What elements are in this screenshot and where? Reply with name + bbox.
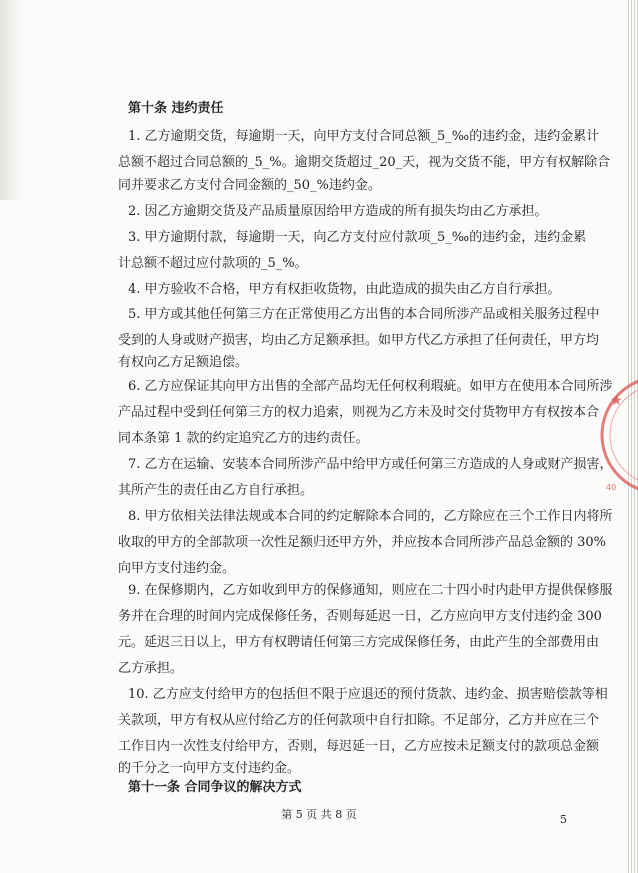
clause-line: 受到的人身或财产损害，均由乙方足额承担。如甲方代乙方承担了任何责任，甲方均	[118, 333, 600, 348]
page-footer: 第 5 页 共 8 页	[281, 808, 357, 821]
article-10-heading: 第十条 违约责任	[128, 101, 224, 116]
clause-line: 1. 乙方逾期交货，每逾期一天，向甲方支付合同总额_5_‰的违约金，违约金累计	[128, 129, 600, 144]
clause-line: 2. 因乙方逾期交货及产品质量原因给甲方造成的所有损失均由乙方承担。	[128, 204, 548, 219]
clause-line: 3. 甲方逾期付款，每逾期一天，向乙方支付应付款项_5_‰的违约金，违约金累	[128, 230, 587, 245]
clause-line: 9. 在保修期内，乙方如收到甲方的保修通知，则应在二十四小时内赴甲方提供保修服	[128, 583, 613, 598]
svg-text:40: 40	[606, 483, 617, 492]
clause-line: 计总额不超过应付款项的_5_%。	[118, 256, 308, 271]
clause-line: 关款项，甲方有权从应付给乙方的任何款项中自行扣除。不足部分，乙方并应在三个	[118, 713, 600, 728]
clause-line: 工作日内一次性支付给甲方，否则，每迟延一日，乙方应按未足额支付的款项总金额	[118, 739, 600, 754]
clause-line: 4. 甲方验收不合格，甲方有权拒收货物，由此造成的损失由乙方自行承担。	[128, 282, 561, 297]
article-11-heading: 第十一条 合同争议的解决方式	[128, 780, 302, 795]
red-seal-stamp	[600, 365, 638, 505]
clause-line: 的千分之一向甲方支付违约金。	[118, 761, 301, 776]
clause-line: 向甲方支付违约金。	[118, 561, 236, 576]
clause-line: 6. 乙方应保证其向甲方出售的全部产品均无任何权利瑕疵。如甲方在使用本合同所涉	[128, 379, 613, 394]
svg-text:★: ★	[610, 393, 623, 409]
clause-line: 5. 甲方或其他任何第三方在正常使用乙方出售的本合同所涉产品或相关服务过程中	[128, 307, 600, 322]
scan-shadow	[0, 0, 22, 200]
clause-line: 同本条第 1 款的约定追究乙方的违约责任。	[118, 431, 369, 446]
clause-line: 10. 乙方应支付给甲方的包括但不限于应退还的预付货款、违约金、损害赔偿款等相	[128, 687, 608, 702]
clause-line: 乙方承担。	[118, 661, 184, 676]
clause-line: 收取的甲方的全部款项一次性足额归还甲方外，并应按本合同所涉产品总金额的 30%	[118, 535, 607, 550]
clause-line: 7. 乙方在运输、安装本合同所涉产品中给甲方或任何第三方造成的人身或财产损害，	[128, 457, 613, 472]
clause-line: 产品过程中受到任何第三方的权力追索，则视为乙方未及时交付货物甲方有权按本合	[118, 405, 600, 420]
clause-line: 务并在合理的时间内完成保修任务，否则每延迟一日，乙方应向甲方支付违约金 300	[118, 609, 602, 624]
clause-line: 同并要求乙方支付合同金额的_50_%违约金。	[118, 178, 381, 193]
clause-line: 总额不超过合同总额的_5_%。逾期交货超过_20_天，视为交货不能，甲方有权解除合	[118, 155, 611, 170]
clause-line: 8. 甲方依相关法律法规或本合同的约定解除本合同的，乙方除应在三个工作日内将所	[128, 509, 613, 524]
clause-line: 有权向乙方足额追偿。	[118, 355, 249, 370]
clause-line: 其所产生的责任由乙方自行承担。	[118, 483, 314, 498]
clause-line: 元。延迟三日以上，甲方有权聘请任何第三方完成保修任务，由此产生的全部费用由	[118, 635, 600, 650]
page-number: 5	[560, 813, 567, 826]
